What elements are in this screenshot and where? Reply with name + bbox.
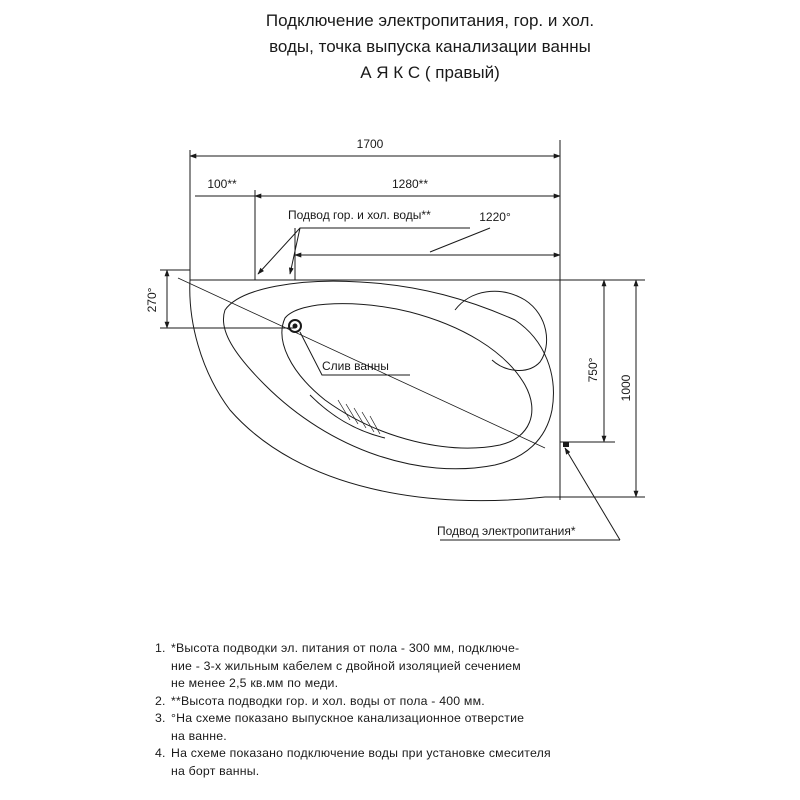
dimension-100-label: 100** <box>207 177 237 191</box>
note-text: На схеме показано подключение воды при установке смесителя на борт ванны. <box>171 746 551 778</box>
bathtub-outer-rim <box>190 280 560 501</box>
title-line-2: воды, точка выпуска канализации ванны <box>269 37 591 56</box>
note-item <box>155 640 715 693</box>
note-text: **Высота подводки гор. и хол. воды от пола - 400 мм. <box>171 693 485 708</box>
dimension-750-label: 750° <box>586 357 600 383</box>
dimension-1280-label: 1280** <box>391 177 429 191</box>
dimension-1700-label: 1700 <box>356 137 384 151</box>
note-item <box>155 710 715 745</box>
note-text: *Высота подводки эл. питания от пола - 300 мм, подключе- ние - 3-х жильным кабелем с двойной изоляцией сечением не менее 2,5 кв.мм по меди. <box>171 641 521 690</box>
title-line-1: Подключение электропитания, гор. и хол. <box>265 11 595 30</box>
notes-list <box>155 640 715 780</box>
note-item <box>155 693 715 711</box>
bathtub-bowl <box>282 304 532 448</box>
power-supply-label: Подвод электропитания* <box>437 524 576 538</box>
note-item <box>155 745 715 780</box>
note-number: 3. <box>155 711 166 725</box>
note-text: °На схеме показано выпускное канализационное отверстие на ванне. <box>171 711 525 743</box>
dimension-270-label: 270° <box>145 287 159 313</box>
bathtub-headrest <box>455 291 547 370</box>
water-supply-label: Подвод гор. и хол. воды** <box>288 208 431 222</box>
drain-hole-center <box>293 324 298 329</box>
note-number: 1. <box>155 641 166 655</box>
dimension-1220-label: 1220° <box>479 210 511 224</box>
note-number: 4. <box>155 746 166 760</box>
title-line-3: А Я К С ( правый) <box>360 63 500 82</box>
drain-label: Слив ванны <box>322 359 389 373</box>
note-number: 2. <box>155 693 166 708</box>
water-supply-leader-hot <box>258 228 470 274</box>
dimension-1000-label: 1000 <box>619 374 633 402</box>
dimension-1220-leader <box>430 228 490 252</box>
power-supply-point <box>563 442 569 447</box>
